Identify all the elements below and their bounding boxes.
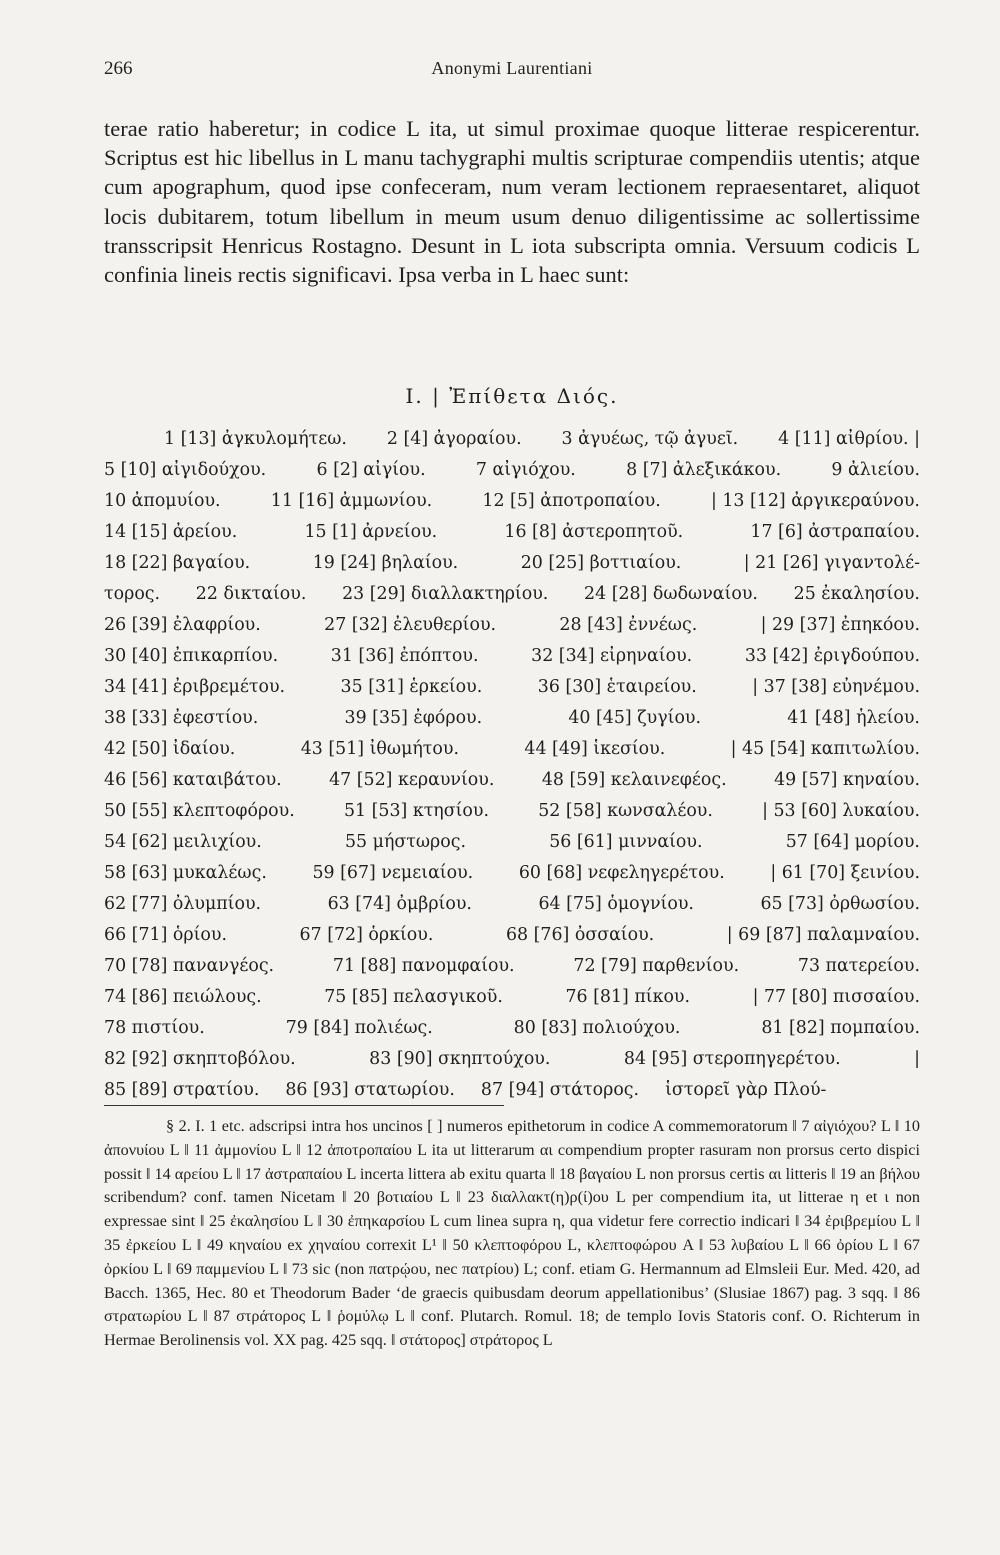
epithet-line xyxy=(104,641,920,672)
epithet-entry: 28 [43] ἐννέως. xyxy=(559,615,698,635)
epithet-entry: 42 [50] ἰδαίου. xyxy=(104,739,236,759)
epithet-entry: 76 [81] πίκου. xyxy=(565,987,691,1007)
epithet-entry: 84 [95] στεροπηγερέτου. xyxy=(623,1049,841,1069)
epithet-entry: 14 [15] ἀρείου. xyxy=(104,522,238,542)
epithet-entry: 43 [51] ἰθωμήτου. xyxy=(300,739,459,759)
epithet-entry: 66 [71] ὁρίου. xyxy=(104,925,227,945)
epithet-entry: | xyxy=(914,1049,920,1069)
epithet-entry: 2 [4] ἀγοραίου. xyxy=(386,429,522,449)
epithet-entry: | 37 [38] εὐηνέμου. xyxy=(752,677,920,697)
epithet-line xyxy=(104,951,920,982)
epithet-entry: 70 [78] πανανγέος. xyxy=(104,956,275,976)
epithet-line xyxy=(104,703,920,734)
epithet-entry: 85 [89] στρατίου. xyxy=(104,1080,260,1100)
epithet-entry: | 45 [54] καπιτωλίου. xyxy=(730,739,920,759)
epithet-entry: τορος. xyxy=(104,584,161,604)
epithet-entry: 75 [85] πελασγικοῦ. xyxy=(324,987,503,1007)
epithet-entry: 80 [83] πολιούχου. xyxy=(513,1018,681,1038)
epithet-entry: 64 [75] ὁμογνίου. xyxy=(538,894,694,914)
epithet-entry: 81 [82] πομπαίου. xyxy=(761,1018,920,1038)
epithet-entry: 52 [58] κωνσαλέου. xyxy=(538,801,713,821)
epithet-entry: 30 [40] ἐπικαρπίου. xyxy=(104,646,279,666)
epithet-entry: | 53 [60] λυκαίου. xyxy=(762,801,920,821)
epithet-list xyxy=(104,424,920,1106)
epithet-entry: 20 [25] βοττιαίου. xyxy=(520,553,682,573)
epithet-entry: 63 [74] ὀμβρίου. xyxy=(327,894,472,914)
epithet-entry: 22 δικταίου. xyxy=(195,584,307,604)
epithet-entry: 50 [55] κλεπτοφόρου. xyxy=(104,801,295,821)
epithet-entry: | 13 [12] ἀργικεραύνου. xyxy=(710,491,920,511)
epithet-entry: 60 [68] νεφεληγερέτου. xyxy=(518,863,725,883)
epithet-entry: 82 [92] σκηπτοβόλου. xyxy=(104,1049,296,1069)
page-header xyxy=(104,58,920,94)
epithet-line xyxy=(104,765,920,796)
epithet-entry: 18 [22] βαγαίου. xyxy=(104,553,251,573)
epithet-line xyxy=(104,672,920,703)
epithet-entry: 79 [84] πολιέως. xyxy=(285,1018,433,1038)
epithet-entry: 16 [8] ἀστεροπητοῦ. xyxy=(504,522,684,542)
epithet-line xyxy=(104,579,920,610)
epithet-entry: 72 [79] παρθενίου. xyxy=(573,956,740,976)
epithet-entry: 40 [45] ζυγίου. xyxy=(568,708,702,728)
epithet-entry: 86 [93] στατωρίου. xyxy=(285,1080,455,1100)
epithet-line xyxy=(104,1044,920,1075)
epithet-line xyxy=(104,517,920,548)
epithet-entry: 54 [62] μειλιχίου. xyxy=(104,832,262,852)
section-title: I. | Ἐπίθετα Διός. xyxy=(405,384,619,408)
epithet-entry: 12 [5] ἀποτροπαίου. xyxy=(482,491,661,511)
epithet-entry: 23 [29] διαλλακτηρίου. xyxy=(342,584,549,604)
epithet-entry: | 21 [26] γιγαντολέ- xyxy=(743,553,920,573)
epithet-entry: 55 μήστωρος. xyxy=(344,832,466,852)
epithet-entry: 34 [41] ἐριβρεμέτου. xyxy=(104,677,286,697)
epithet-line xyxy=(104,734,920,765)
epithet-entry: 57 [64] μορίου. xyxy=(785,832,920,852)
epithet-entry: 71 [88] πανομφαίου. xyxy=(332,956,515,976)
epithet-line xyxy=(104,486,920,517)
epithet-entry: 87 [94] στάτορος. xyxy=(480,1080,640,1100)
main-paragraph xyxy=(104,114,920,289)
epithet-entry: 5 [10] αἰγιδούχου. xyxy=(104,460,267,480)
epithet-entry: 35 [31] ἑρκείου. xyxy=(340,677,483,697)
epithet-entry: 83 [90] σκηπτούχου. xyxy=(369,1049,551,1069)
running-head: Anonymi Laurentiani xyxy=(431,58,593,78)
epithet-entry: 48 [59] κελαινεφέος. xyxy=(541,770,727,790)
paragraph-text: terae ratio haberetur; in codice L ita, ut simul proximae quoque litterae respicerentur. Scriptus est hic libellus in L manu tachygraphi multis scripturae compendiis utentis; atque cum apographum, quod ipse confeceram, num veram lectionem repraesentaret, aliquot locis dubitarem, totum libellum in meum usum denuo diligentissime ac sollertissime transscripsit Henricus Rostagno. Desunt in L iota subscripta omnia. Versuum codicis L confinia lineis rectis significavi. Ipsa verba in L haec sunt: xyxy=(104,116,920,288)
epithet-entry: ἱστορεῖ γὰρ Πλού- xyxy=(665,1080,827,1100)
epithet-entry: 8 [7] ἀλεξικάκου. xyxy=(626,460,782,480)
epithet-entry: 4 [11] αἰθρίου. | xyxy=(778,429,920,449)
page-number: 266 xyxy=(104,58,133,79)
epithet-line xyxy=(104,982,920,1013)
epithet-entry: 6 [2] αἰγίου. xyxy=(316,460,426,480)
epithet-entry: 11 [16] ἀμμωνίου. xyxy=(270,491,433,511)
footnote-text: § 2. I. 1 etc. adscripsi intra hos uncinos [ ] numeros epithetorum in codice A commemoratorum ‖ 7 αἰγιόχου? L ‖ 10 ἀπονυίου L ‖ 11 ἀμμονίου L ‖ 12 ἀποτροπαίου L ita ut litterarum αι compendium propter rasuram non prorsus certo dispici possit ‖ 14 αρείου L ‖ 17 ἀστραπαίου L incerta littera ab exitu quarta ‖ 18 βαγαίου L non prorsus certis αι litteris ‖ 19 an βήλου scribendum? conf. tamen Nicetam ‖ 20 βοτιαίου L ‖ 23 διαλλακτ(η)ρ(ί)ου L per compendium ita, ut litterae η et ι non expressae sint ‖ 25 ἐκαλησίου L ‖ 30 ἐπηκαρσίου L cum linea supra η, qua videtur fere correctio indicari ‖ 34 ἐριβρεμίου L ‖ 35 ἐρκείου L ‖ 49 κηναίου ex χηναίου correxit L¹ ‖ 50 κλεπτοφόρου L, κλεπτοφώρου A ‖ 53 λυβαίου L ‖ 66 ὀρίου L ‖ 67 ὀρκίου L ‖ 69 παμμενίου L ‖ 73 sic (non πατρῴου, nec πατρίου) L; conf. etiam G. Hermannum ad Elmsleii Eur. Med. 420, ad Bacch. 1365, Hec. 80 et Theodorum Bader ‘de graecis quibusdam deorum appellationibus’ (Slusiae 1867) pag. 3 sqq. ‖ 86 στρατωρίου L ‖ 87 στράτορος L ‖ ῥομύλῳ L ‖ conf. Plutarch. Romul. 18; de templo Iovis Statoris conf. O. Richterum in Hermae Berolinensis vol. XX pag. 425 sqq. ‖ στάτορος] στράτορος L xyxy=(104,1117,920,1350)
epithet-entry: 27 [32] ἐλευθερίου. xyxy=(324,615,497,635)
epithet-entry: 1 [13] ἀγκυλομήτεω. xyxy=(164,429,347,449)
epithet-entry: 15 [1] ἀρνείου. xyxy=(304,522,438,542)
epithet-entry: 74 [86] πειώλους. xyxy=(104,987,262,1007)
epithet-line xyxy=(104,858,920,889)
epithet-entry: 3 ἀγυέως, τῷ ἀγυεῖ. xyxy=(561,429,739,449)
epithet-entry: 68 [76] ὀσσαίου. xyxy=(505,925,655,945)
epithet-entry: 65 [73] ὀρθωσίου. xyxy=(760,894,920,914)
footnotes xyxy=(104,1115,920,1353)
epithet-line xyxy=(104,796,920,827)
epithet-entry: 32 [34] εἰρηναίου. xyxy=(531,646,693,666)
epithet-entry: 56 [61] μινναίου. xyxy=(549,832,703,852)
epithet-entry: 59 [67] νεμειαίου. xyxy=(312,863,474,883)
epithet-entry: 51 [53] κτησίου. xyxy=(343,801,489,821)
epithet-entry: 67 [72] ὁρκίου. xyxy=(299,925,434,945)
epithet-entry: 19 [24] βηλαίου. xyxy=(312,553,459,573)
epithet-line xyxy=(104,1013,920,1044)
epithet-entry: 24 [28] δωδωναίου. xyxy=(584,584,758,604)
epithet-entry: 7 αἰγιόχου. xyxy=(475,460,576,480)
epithet-line xyxy=(104,455,920,486)
epithet-line xyxy=(104,920,920,951)
epithet-entry: 46 [56] καταιβάτου. xyxy=(104,770,282,790)
epithet-entry: 73 πατερείου. xyxy=(797,956,920,976)
epithet-entry: 36 [30] ἑταιρείου. xyxy=(537,677,697,697)
epithet-entry: 58 [63] μυκαλέως. xyxy=(104,863,267,883)
epithet-entry: 49 [57] κηναίου. xyxy=(774,770,920,790)
epithet-entry: 26 [39] ἐλαφρίου. xyxy=(104,615,261,635)
epithet-line xyxy=(104,827,920,858)
epithet-entry: | 61 [70] ξεινίου. xyxy=(770,863,920,883)
epithet-entry: 31 [36] ἐπόπτου. xyxy=(330,646,479,666)
epithet-entry: 78 πιστίου. xyxy=(104,1018,205,1038)
epithet-line xyxy=(104,424,920,455)
epithet-entry: 44 [49] ἱκεσίου. xyxy=(524,739,666,759)
epithet-line xyxy=(104,548,920,579)
epithet-line xyxy=(104,1075,920,1106)
footnote-divider xyxy=(104,1105,504,1106)
epithet-entry: 38 [33] ἐφεστίου. xyxy=(104,708,259,728)
epithet-entry: 41 [48] ἡλείου. xyxy=(787,708,920,728)
epithet-entry: 10 ἀπομυίου. xyxy=(104,491,221,511)
epithet-entry: | 29 [37] ἐπηκόου. xyxy=(760,615,920,635)
epithet-entry: | 69 [87] παλαμναίου. xyxy=(726,925,920,945)
epithet-entry: 33 [42] ἐριγδούπου. xyxy=(744,646,920,666)
epithet-entry: 62 [77] ὀλυμπίου. xyxy=(104,894,262,914)
epithet-line xyxy=(104,889,920,920)
epithet-entry: 25 ἐκαλησίου. xyxy=(793,584,920,604)
epithet-entry: 17 [6] ἀστραπαίου. xyxy=(750,522,920,542)
epithet-entry: 47 [52] κεραυνίου. xyxy=(329,770,495,790)
epithet-entry: 9 ἀλιείου. xyxy=(831,460,920,480)
epithet-entry: 39 [35] ἐφόρου. xyxy=(344,708,483,728)
epithet-entry: | 77 [80] πισσαίου. xyxy=(752,987,920,1007)
epithet-line xyxy=(104,610,920,641)
